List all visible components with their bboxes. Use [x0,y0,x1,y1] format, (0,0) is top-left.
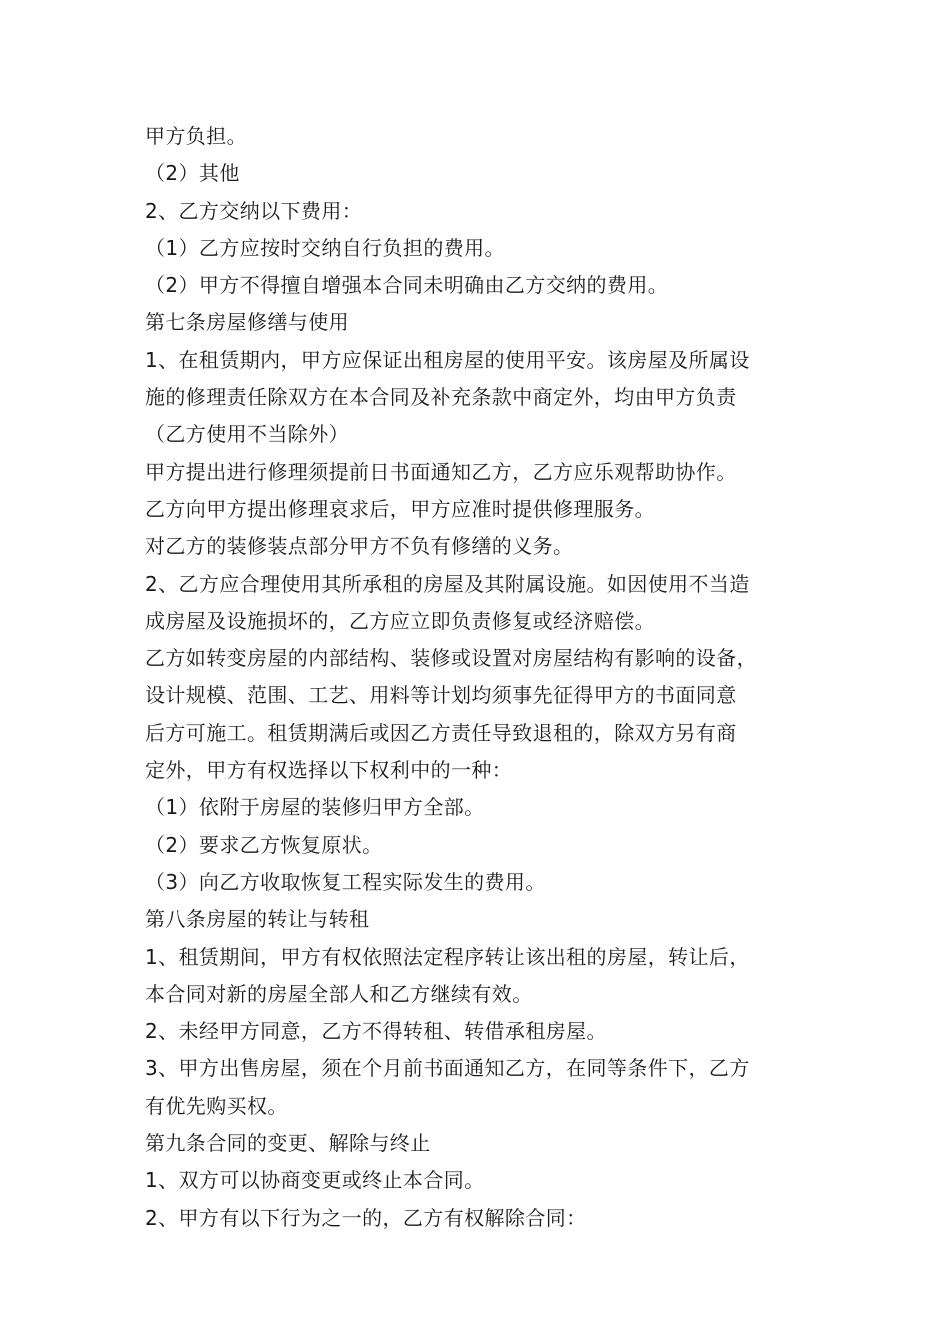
text-line: 甲方提出进行修理须提前日书面通知乙方，乙方应乐观帮助协作。 [145,459,737,484]
text-line: 2、乙方应合理使用其所承租的房屋及其附属设施。如因使用不当造 [145,571,750,596]
list-item: （2）要求乙方恢复原状。 [145,832,383,857]
text-line: 3、甲方出售房屋，须在个月前书面通知乙方，在同等条件下，乙方 [145,1056,750,1081]
text-line: 乙方向甲方提出修理哀求后，甲方应准时提供修理服务。 [145,496,655,521]
text-line: 甲方负担。 [145,124,247,148]
text-line: 1、双方可以协商变更或终止本合同。 [145,1168,485,1193]
document-body [145,118,835,1237]
text-line: 成房屋及设施损坏的，乙方应立即负责修复或经济赔偿。 [145,608,655,633]
list-item: （1）乙方应按时交纳自行负担的费用。 [145,235,505,260]
text-line: 2、未经甲方同意，乙方不得转租、转借承租房屋。 [145,1019,607,1044]
list-item: （1）依附于房屋的装修归甲方全部。 [145,795,485,820]
text-line: 1、租赁期间，甲方有权依照法定程序转让该出租的房屋，转让后， [145,944,750,969]
text-line: 有优先购买权。 [145,1093,288,1118]
text-line: 本合同对新的房屋全部人和乙方继续有效。 [145,981,533,1006]
text-line: 后方可施工。租赁期满后或因乙方责任导致退租的，除双方另有商 [145,720,737,745]
text-line: （乙方使用不当除外） [145,422,349,447]
section-heading: 第七条房屋修缮与使用 [145,310,349,335]
list-item: （2）甲方不得擅自增强本合同未明确由乙方交纳的费用。 [145,273,669,298]
section-heading: 第八条房屋的转让与转租 [145,907,370,932]
text-line: 2、甲方有以下行为之一的，乙方有权解除合同： [145,1205,587,1230]
text-line: 乙方如转变房屋的内部结构、装修或设置对房屋结构有影响的设备， [145,646,757,671]
list-item: （2）其他 [145,161,240,186]
text-line: 定外，甲方有权选择以下权利中的一种： [145,758,513,783]
section-heading: 第九条合同的变更、解除与终止 [145,1131,431,1156]
text-line: 设计规模、范围、工艺、用料等计划均须事先征得甲方的书面同意 [145,683,737,708]
text-line: 对乙方的装修装点部分甲方不负有修缮的义务。 [145,534,574,559]
text-line: 1、在租赁期内，甲方应保证出租房屋的使用平安。该房屋及所属设 [145,347,750,372]
text-line: 施的修理责任除双方在本合同及补充条款中商定外，均由甲方负责 [145,385,737,410]
text-line: 2、乙方交纳以下费用： [145,198,363,223]
list-item: （3）向乙方收取恢复工程实际发生的费用。 [145,869,546,894]
